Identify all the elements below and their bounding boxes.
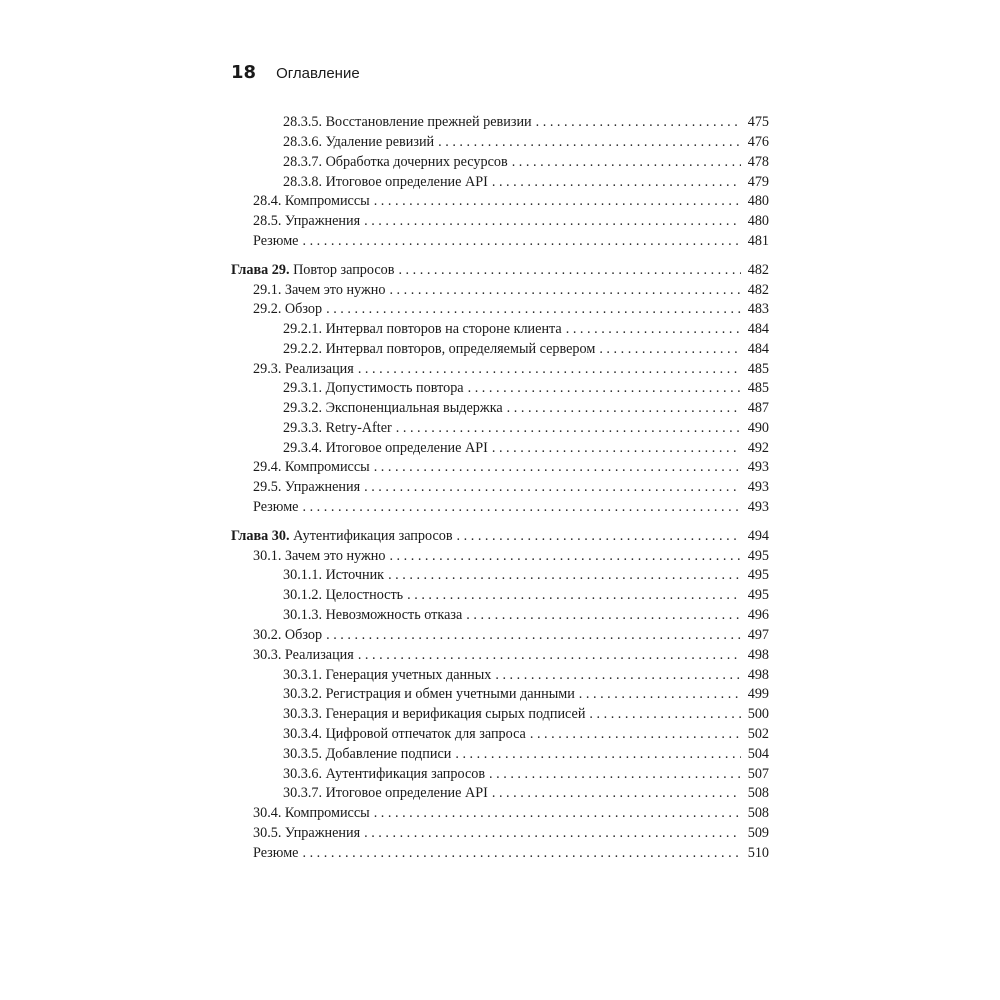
toc-entry-label: 30.3.6. Аутентификация запросов bbox=[283, 766, 486, 782]
dot-leader bbox=[589, 704, 741, 724]
dot-leader bbox=[536, 112, 741, 132]
toc-page-number: 497 bbox=[747, 627, 769, 643]
toc-entry-label: 29.4. Компромиссы bbox=[253, 459, 370, 475]
toc-entry-label: Резюме bbox=[253, 499, 299, 515]
dot-leader bbox=[374, 191, 741, 211]
toc-entry bbox=[231, 823, 769, 843]
toc-entry-title bbox=[283, 378, 464, 398]
dot-leader bbox=[492, 172, 741, 192]
toc-entry-label: 29.2.1. Интервал повторов на стороне клиента bbox=[283, 321, 562, 337]
dot-leader bbox=[530, 724, 741, 744]
toc-entry-title bbox=[253, 211, 360, 231]
toc-entry-title bbox=[283, 398, 503, 418]
toc-entry bbox=[231, 803, 769, 823]
toc-entry-label: 28.5. Упражнения bbox=[253, 213, 361, 229]
toc-page-number: 478 bbox=[747, 154, 769, 170]
toc-entry-title bbox=[283, 438, 488, 458]
dot-leader bbox=[599, 339, 741, 359]
dot-leader bbox=[566, 319, 741, 339]
toc-entry-label: 30.3.2. Регистрация и обмен учетными данными bbox=[283, 686, 575, 702]
toc-entry-label: Повтор запросов bbox=[289, 262, 395, 278]
toc-page-number: 494 bbox=[747, 528, 769, 544]
toc-page-number: 498 bbox=[747, 647, 769, 663]
toc-entry bbox=[231, 704, 769, 724]
toc-entry-title bbox=[253, 280, 385, 300]
dot-leader bbox=[492, 783, 741, 803]
toc-entry-label: 30.3.4. Цифровой отпечаток для запроса bbox=[283, 726, 526, 742]
toc-entry bbox=[231, 132, 769, 152]
dot-leader bbox=[389, 546, 741, 566]
dot-leader bbox=[374, 457, 741, 477]
toc-entry-title bbox=[253, 645, 354, 665]
toc-chapter-entry bbox=[231, 526, 769, 546]
toc-page-number: 495 bbox=[747, 548, 769, 564]
toc-entry-title bbox=[283, 665, 491, 685]
toc-entry bbox=[231, 665, 769, 685]
toc-page-number: 493 bbox=[747, 459, 769, 475]
toc-entry-title bbox=[283, 724, 526, 744]
toc-page-number: 485 bbox=[747, 361, 769, 377]
running-title: Оглавление bbox=[276, 65, 360, 82]
toc-page-number: 493 bbox=[747, 479, 769, 495]
dot-leader bbox=[302, 231, 741, 251]
toc-entry-title bbox=[283, 744, 451, 764]
toc-entry-label: 29.3.4. Итоговое определение API bbox=[283, 440, 488, 456]
toc-entry bbox=[231, 645, 769, 665]
toc-entry-title bbox=[283, 704, 585, 724]
toc-page-number: 480 bbox=[747, 213, 769, 229]
toc-entry-title bbox=[283, 605, 462, 625]
toc-entry bbox=[231, 299, 769, 319]
toc-page-number: 510 bbox=[747, 845, 769, 861]
toc-page-number: 508 bbox=[747, 785, 769, 801]
dot-leader bbox=[364, 477, 741, 497]
dot-leader bbox=[407, 585, 741, 605]
dot-leader bbox=[389, 280, 741, 300]
dot-leader bbox=[302, 843, 741, 863]
toc-page-number: 482 bbox=[747, 262, 769, 278]
toc-entry-title bbox=[253, 231, 298, 251]
toc-page-number: 479 bbox=[747, 174, 769, 190]
toc-entry-title bbox=[253, 625, 322, 645]
toc-entry bbox=[231, 783, 769, 803]
toc-entry-title bbox=[253, 823, 360, 843]
toc-page-number: 476 bbox=[747, 134, 769, 150]
toc-entry-title bbox=[283, 418, 392, 438]
toc-entry-title bbox=[283, 585, 403, 605]
toc-entry-title bbox=[253, 803, 370, 823]
toc-entry-label: 30.3.1. Генерация учетных данных bbox=[283, 667, 492, 683]
toc-entry-title bbox=[253, 477, 360, 497]
toc-entry-title bbox=[283, 764, 485, 784]
dot-leader bbox=[326, 299, 741, 319]
dot-leader bbox=[358, 645, 741, 665]
toc-entry bbox=[231, 724, 769, 744]
dot-leader bbox=[364, 211, 741, 231]
toc-page-number: 504 bbox=[747, 746, 769, 762]
toc-entry bbox=[231, 152, 769, 172]
toc-entry bbox=[231, 172, 769, 192]
toc-entry-label: 30.1. Зачем это нужно bbox=[253, 548, 386, 564]
toc-entry-label: 29.2.2. Интервал повторов, определяемый сервером bbox=[283, 341, 596, 357]
toc-entry bbox=[231, 744, 769, 764]
toc-entry bbox=[231, 843, 769, 863]
toc-page-number: 507 bbox=[747, 766, 769, 782]
toc-page-number: 484 bbox=[747, 341, 769, 357]
toc-chapter-entry bbox=[231, 260, 769, 280]
toc-entry-label: 30.1.1. Источник bbox=[283, 567, 385, 583]
toc-entry-title bbox=[283, 565, 384, 585]
toc-entry bbox=[231, 457, 769, 477]
toc-entry bbox=[231, 359, 769, 379]
dot-leader bbox=[326, 625, 741, 645]
toc-entry-title bbox=[253, 546, 385, 566]
toc-page-number: 495 bbox=[747, 587, 769, 603]
toc-page-number: 487 bbox=[747, 400, 769, 416]
toc-entry-label: 30.5. Упражнения bbox=[253, 825, 361, 841]
toc-entry bbox=[231, 339, 769, 359]
toc-entry bbox=[231, 497, 769, 517]
toc-entry-title bbox=[253, 299, 322, 319]
toc-entry-title bbox=[283, 112, 532, 132]
toc-entry-label: 29.5. Упражнения bbox=[253, 479, 361, 495]
dot-leader bbox=[398, 260, 741, 280]
toc-page-number: 492 bbox=[747, 440, 769, 456]
toc-entry bbox=[231, 191, 769, 211]
page-number: 18 bbox=[231, 62, 257, 83]
toc-page-number: 482 bbox=[747, 282, 769, 298]
toc-entry-label: 30.2. Обзор bbox=[253, 627, 323, 643]
toc-entry-label: Резюме bbox=[253, 233, 299, 249]
toc-entry-label: 28.3.8. Итоговое определение API bbox=[283, 174, 488, 190]
toc-entry-title bbox=[253, 191, 370, 211]
dot-leader bbox=[579, 684, 741, 704]
toc-entry-label: Резюме bbox=[253, 845, 299, 861]
toc-entry bbox=[231, 546, 769, 566]
toc-entry bbox=[231, 764, 769, 784]
toc-entry bbox=[231, 418, 769, 438]
toc-entry-label: 29.3.2. Экспоненциальная выдержка bbox=[283, 400, 503, 416]
toc-entry-label: 28.3.5. Восстановление прежней ревизии bbox=[283, 114, 532, 130]
toc-entry-title bbox=[253, 359, 354, 379]
toc-entry-label: 29.3. Реализация bbox=[253, 361, 354, 377]
toc-entry bbox=[231, 605, 769, 625]
dot-leader bbox=[512, 152, 741, 172]
dot-leader bbox=[374, 803, 741, 823]
toc-entry-title bbox=[283, 783, 488, 803]
toc-page-number: 498 bbox=[747, 667, 769, 683]
toc-entry bbox=[231, 211, 769, 231]
toc-entry bbox=[231, 398, 769, 418]
toc-page-number: 484 bbox=[747, 321, 769, 337]
toc-entry-label: 30.3.7. Итоговое определение API bbox=[283, 785, 488, 801]
toc-entry bbox=[231, 585, 769, 605]
toc-page-number: 481 bbox=[747, 233, 769, 249]
toc-entry bbox=[231, 477, 769, 497]
toc-entry-label: 28.3.6. Удаление ревизий bbox=[283, 134, 435, 150]
dot-leader bbox=[364, 823, 741, 843]
toc-page-number: 485 bbox=[747, 380, 769, 396]
toc-page-number: 495 bbox=[747, 567, 769, 583]
dot-leader bbox=[438, 132, 741, 152]
toc-page-number: 493 bbox=[747, 499, 769, 515]
toc-page-number: 500 bbox=[747, 706, 769, 722]
dot-leader bbox=[466, 605, 741, 625]
toc-entry bbox=[231, 319, 769, 339]
toc-page-number: 508 bbox=[747, 805, 769, 821]
toc-entry bbox=[231, 684, 769, 704]
toc-entry bbox=[231, 280, 769, 300]
toc-entry-title bbox=[253, 457, 370, 477]
toc-entry-title bbox=[283, 684, 575, 704]
dot-leader bbox=[396, 418, 741, 438]
dot-leader bbox=[468, 378, 741, 398]
toc-page-number: 502 bbox=[747, 726, 769, 742]
toc-page-number: 475 bbox=[747, 114, 769, 130]
toc-entry-title bbox=[283, 172, 488, 192]
toc-page-number: 480 bbox=[747, 193, 769, 209]
toc-entry-label: 30.3.3. Генерация и верификация сырых подписей bbox=[283, 706, 586, 722]
dot-leader bbox=[358, 359, 741, 379]
toc-entry-title bbox=[231, 526, 453, 546]
toc-entry-label: 28.3.7. Обработка дочерних ресурсов bbox=[283, 154, 508, 170]
toc-entry-title bbox=[283, 132, 434, 152]
toc-entry bbox=[231, 438, 769, 458]
dot-leader bbox=[302, 497, 741, 517]
toc-entry bbox=[231, 231, 769, 251]
toc-page-number: 490 bbox=[747, 420, 769, 436]
toc-entry-title bbox=[283, 319, 562, 339]
toc-page-number: 509 bbox=[747, 825, 769, 841]
toc-entry bbox=[231, 625, 769, 645]
toc-entry-label: 30.1.2. Целостность bbox=[283, 587, 404, 603]
toc-page-number: 499 bbox=[747, 686, 769, 702]
toc-entry bbox=[231, 565, 769, 585]
toc-entry-label: 30.3. Реализация bbox=[253, 647, 354, 663]
toc-entry-title bbox=[283, 339, 595, 359]
toc-entry-label: 29.2. Обзор bbox=[253, 301, 323, 317]
dot-leader bbox=[489, 764, 741, 784]
toc-entry-label: 30.4. Компромиссы bbox=[253, 805, 370, 821]
dot-leader bbox=[388, 565, 741, 585]
toc-entry-title bbox=[253, 497, 298, 517]
toc-entry-label: 29.3.1. Допустимость повтора bbox=[283, 380, 464, 396]
toc-entry-title bbox=[231, 260, 394, 280]
toc-page-number: 483 bbox=[747, 301, 769, 317]
dot-leader bbox=[455, 744, 741, 764]
dot-leader bbox=[495, 665, 741, 685]
toc-entry-label: 29.1. Зачем это нужно bbox=[253, 282, 386, 298]
toc-entry-label: 30.3.5. Добавление подписи bbox=[283, 746, 452, 762]
toc-entry bbox=[231, 112, 769, 132]
chapter-number: Глава 29. bbox=[231, 262, 290, 278]
toc-entry-label: 28.4. Компромиссы bbox=[253, 193, 370, 209]
dot-leader bbox=[492, 438, 741, 458]
page-header bbox=[231, 62, 360, 88]
toc-entry-label: 30.1.3. Невозможность отказа bbox=[283, 607, 463, 623]
toc-entry-title bbox=[253, 843, 298, 863]
toc-page-number: 496 bbox=[747, 607, 769, 623]
toc-entry-title bbox=[283, 152, 508, 172]
dot-leader bbox=[457, 526, 741, 546]
dot-leader bbox=[507, 398, 741, 418]
toc-entry bbox=[231, 378, 769, 398]
toc-entry-label: Аутентификация запросов bbox=[289, 528, 453, 544]
toc-entry-label: 29.3.3. Retry-After bbox=[283, 420, 392, 436]
chapter-number: Глава 30. bbox=[231, 528, 290, 544]
